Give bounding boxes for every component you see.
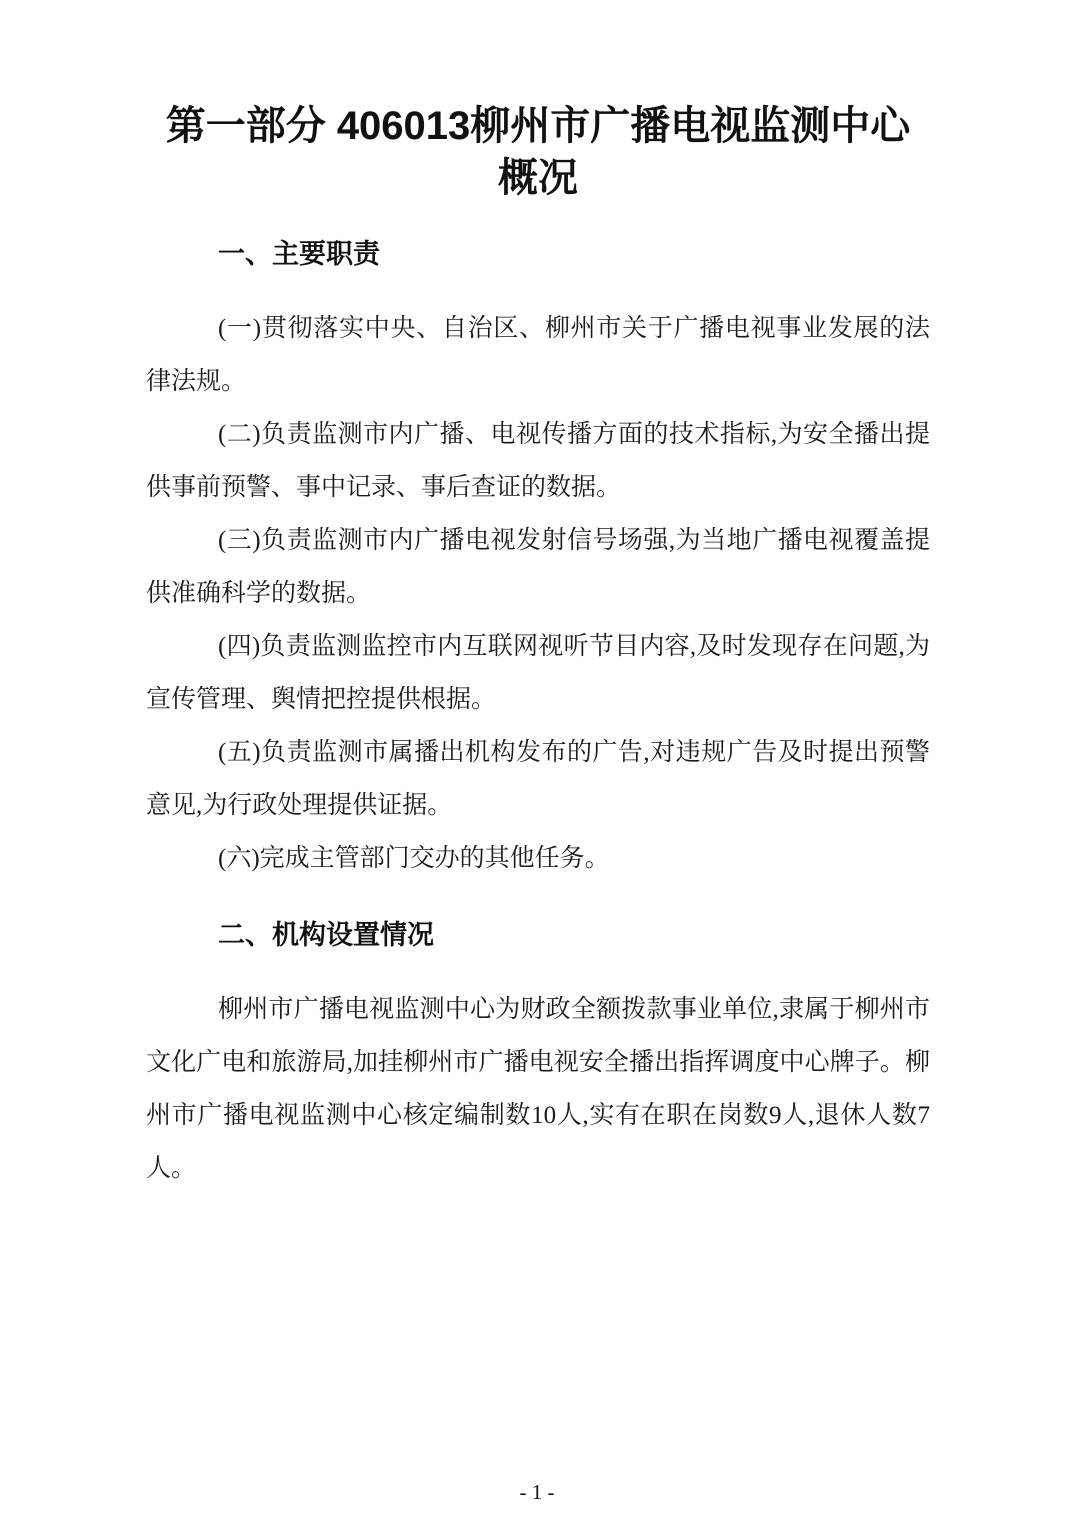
duty-paragraph-5: (五)负责监测市属播出机构发布的广告,对违规广告及时提出预警意见,为行政处理提供证据。	[146, 739, 930, 819]
org-setup-paragraph: 柳州市广播电视监测中心为财政全额拨款事业单位,隶属于柳州市文化广电和旅游局,加挂柳州市广播电视安全播出指挥调度中心牌子。柳州市广播电视监测中心核定编制数10人,实有在职在岗数9人,退休人数7人。	[146, 996, 930, 1182]
duty-paragraph-4: (四)负责监测监控市内互联网视听节目内容,及时发现存在问题,为宣传管理、舆情把控提供根据。	[146, 633, 930, 713]
duty-paragraph-3: (三)负责监测市内广播电视发射信号场强,为当地广播电视覆盖提供准确科学的数据。	[146, 527, 930, 607]
section-heading-main-duties: 一、主要职责	[218, 239, 380, 269]
section-main-duties	[146, 234, 930, 885]
duty-paragraph-2: (二)负责监测市内广播、电视传播方面的技术指标,为安全播出提供事前预警、事中记录、事后查证的数据。	[146, 421, 930, 501]
section-heading-org-setup: 二、机构设置情况	[218, 920, 434, 950]
duty-paragraph-1: (一)贯彻落实中央、自治区、柳州市关于广播电视事业发展的法律法规。	[146, 315, 930, 395]
document-title-line1: 第一部分 406013柳州市广播电视监测中心	[165, 104, 911, 148]
document-title-line2: 概况	[498, 156, 578, 200]
section-org-setup	[146, 915, 930, 1195]
duty-paragraph-6: (六)完成主管部门交办的其他任务。	[218, 845, 610, 872]
page-number: - 1 -	[519, 1480, 555, 1504]
document-title	[146, 100, 930, 204]
